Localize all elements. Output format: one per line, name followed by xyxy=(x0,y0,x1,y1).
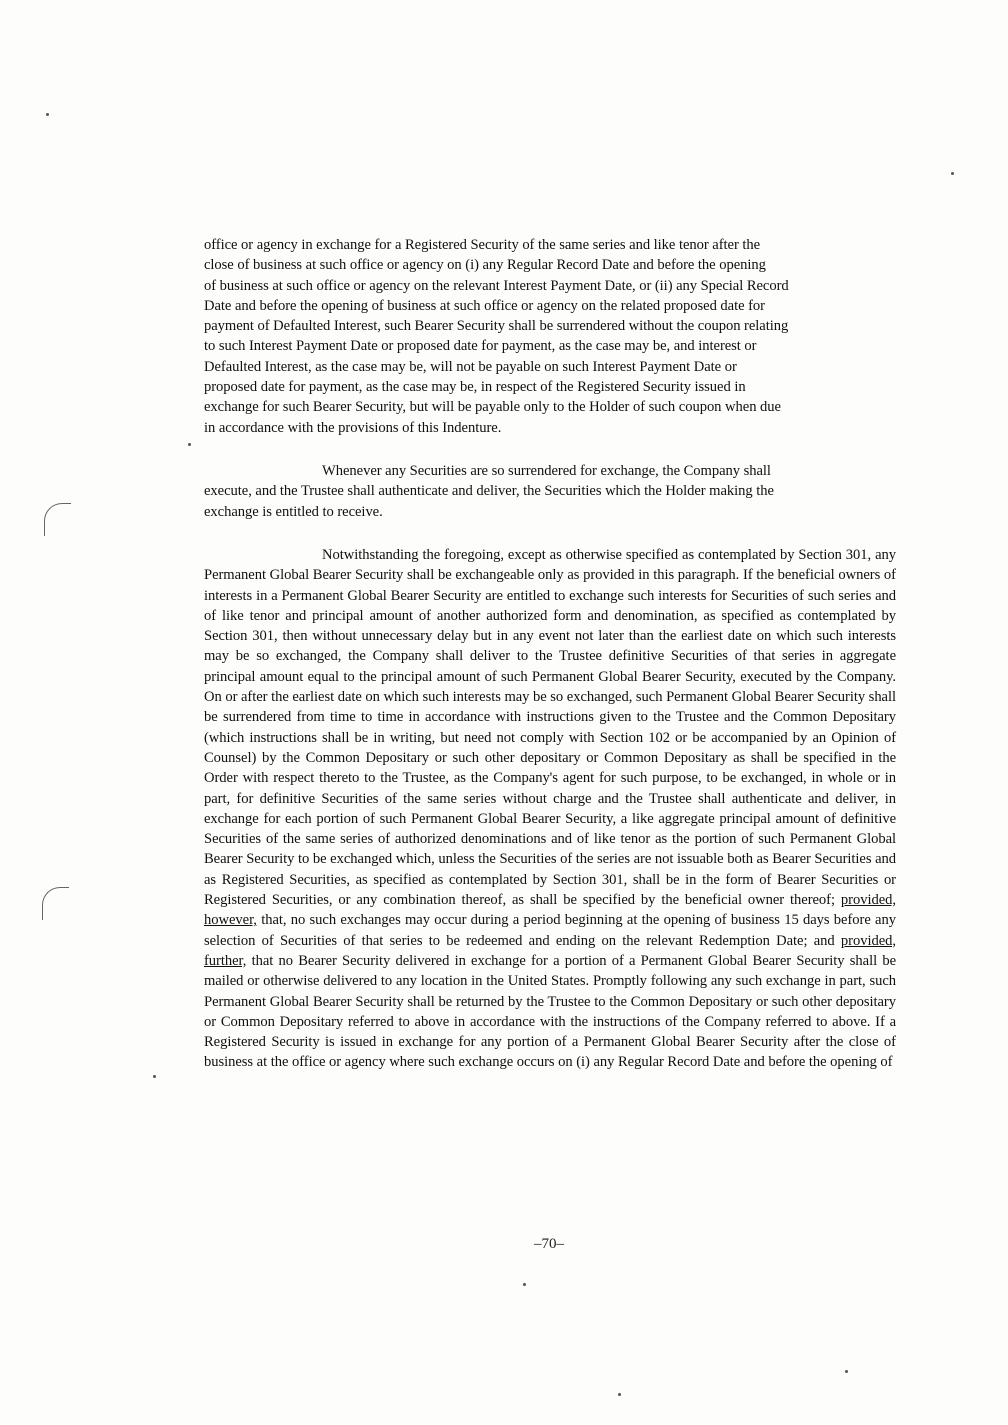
scan-speck xyxy=(153,1075,156,1078)
binder-hole-mark-upper xyxy=(44,503,71,536)
paragraph-permanent-global-bearer-security xyxy=(204,545,896,1073)
paragraph-text-part-2: that, no such exchanges may occur during a period beginning at the opening of business 15 days before any selection of Securities of that series to be redeemed and ending on the relevant Redemption Date; and xyxy=(204,912,896,949)
text-line: to such Interest Payment Date or proposed date for payment, as the case may be, and interest or xyxy=(204,338,757,355)
paragraph-text-part-3: that no Bearer Security delivered in exchange for a portion of a Permanent Global Bearer Security shall be mailed or otherwise delivered to any location in the United States. Promptly following any such exchange in part, such Permanent Global Bearer Security shall be returned by the Trustee to the Common Depositary or such other depositary or Common Depositary referred to above in accordance with the instructions of the Company referred to above. If a Registered Security is issued in exchange for any portion of a Permanent Global Bearer Security after the close of business at the office or agency where such exchange occurs on (i) any Regular Record Date and before the opening of xyxy=(204,952,896,1071)
text-line: payment of Defaulted Interest, such Bearer Security shall be surrendered without the coupon relating xyxy=(204,318,789,335)
binder-hole-mark-lower xyxy=(42,887,69,920)
page-number: –70– xyxy=(534,1236,564,1252)
text-line-content: Whenever any Securities are so surrendered for exchange, the Company shall xyxy=(322,463,771,479)
scan-speck xyxy=(845,1370,848,1373)
text-line: execute, and the Trustee shall authenticate and deliver, the Securities which the Holder making the xyxy=(204,483,774,500)
provided-further-underlined: provided, further, xyxy=(204,932,896,969)
text-line: exchange is entitled to receive. xyxy=(204,503,383,520)
text-line: in accordance with the provisions of this Indenture. xyxy=(204,419,502,436)
paragraph-surrender-exchange xyxy=(204,461,896,522)
text-line xyxy=(204,461,896,481)
text-line: Defaulted Interest, as the case may be, will not be payable on such Interest Payment Date or xyxy=(204,358,737,375)
scan-speck xyxy=(46,113,49,116)
text-line: proposed date for payment, as the case may be, in respect of the Registered Security issued in xyxy=(204,379,746,396)
provided-however-underlined: provided, however, xyxy=(204,892,896,929)
text-line: Date and before the opening of business at such office or agency on the related proposed date for xyxy=(204,297,765,314)
text-line: close of business at such office or agency on (i) any Regular Record Date and before the opening xyxy=(204,257,766,274)
paragraph-text-part-1: Notwithstanding the foregoing, except as otherwise specified as contemplated by Section 301, any Permanent Global Bearer Security shall be exchangeable only as provided in this paragraph. If the beneficial owners of interests in a Permanent Global Bearer Security are entitled to exchange such interests for Securities of such series and of like tenor and principal amount of another authorized form and denomination, as specified as contemplated by Section 301, then without unnecessary delay but in any event not later than the earliest date on which such interests may be so exchanged, the Company shall deliver to the Trustee definitive Securities of that series in aggregate principal amount equal to the principal amount of such Permanent Global Bearer Security, executed by the Company. On or after the earliest date on which such interests may be so exchanged, such Permanent Global Bearer Security shall be surrendered from time to time in accordance with instructions given to the Trustee and the Common Depositary (which instructions shall be in writing, but need not comply with Section 102 or be accompanied by an Opinion of Counsel) by the Common Depositary or such other depositary or Common Depositary as shall be specified in the Order with respect thereto to the Trustee, as the Company's agent for such purpose, to be exchanged, in whole or in part, for definitive Securities of the same series without charge and the Trustee shall authenticate and deliver, in exchange for each portion of such Permanent Global Bearer Security, a like aggregate principal amount of definitive Securities of the same series of authorized denominations and of like tenor as the portion of such Permanent Global Bearer Security to be exchanged which, unless the Securities of the series are not issuable both as Bearer Securities and as Registered Securities, as specified as contemplated by Section 301, shall be in the form of Bearer Securities or Registered Securities, or any combination thereof, as shall be specified by the beneficial owner thereof; xyxy=(204,547,896,909)
text-line: of business at such office or agency on the relevant Interest Payment Date, or (ii) any Special Record xyxy=(204,277,789,294)
scan-speck xyxy=(523,1283,526,1286)
text-line: exchange for such Bearer Security, but will be payable only to the Holder of such coupon when due xyxy=(204,399,781,416)
scan-speck xyxy=(188,443,191,446)
paragraph-continuation xyxy=(204,235,896,438)
text-line: office or agency in exchange for a Registered Security of the same series and like tenor after the xyxy=(204,237,761,253)
scan-speck xyxy=(618,1393,621,1396)
scan-speck xyxy=(951,172,954,175)
